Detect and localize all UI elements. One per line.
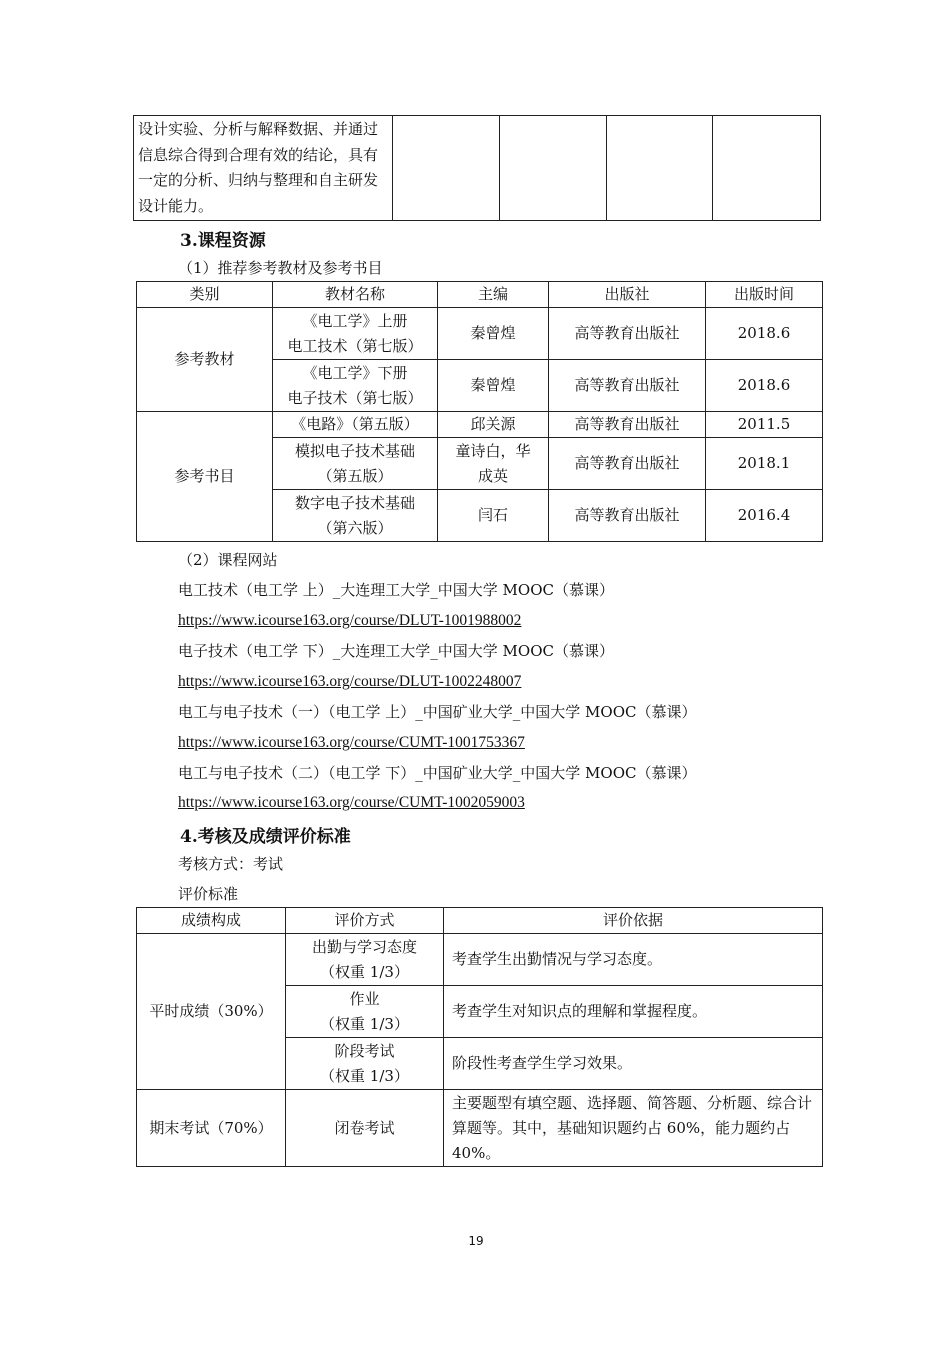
section-3-title: 3.课程资源 — [180, 231, 266, 251]
book-name-line: （第五版） — [317, 466, 393, 485]
section-4-title: 4.考核及成绩评价标准 — [180, 827, 351, 847]
course-link[interactable]: https://www.icourse163.org/course/CUMT-1001753367 — [178, 734, 525, 751]
course-title: 电工与电子技术（二）（电工学 下）_中国矿业大学_中国大学 MOOC（慕课） — [178, 764, 697, 782]
book-editor: 邱关源 — [438, 412, 549, 438]
table-row — [137, 934, 823, 986]
book-name-line: 电工技术（第七版） — [287, 336, 423, 355]
book-publisher: 高等教育出版社 — [549, 490, 706, 542]
course-link[interactable]: https://www.icourse163.org/course/CUMT-1002059003 — [178, 794, 525, 811]
eval-method — [286, 986, 444, 1038]
book-name-line: （第六版） — [317, 518, 393, 537]
outcome-text: 设计实验、分析与解释数据、并通过信息综合得到合理有效的结论，具有一定的分析、归纳与整理和自主研发设计能力。 — [134, 116, 393, 221]
course-link[interactable]: https://www.icourse163.org/course/DLUT-1002248007 — [178, 673, 522, 690]
header-method: 评价方式 — [286, 908, 444, 934]
book-name-line: 《电工学》上册 — [302, 311, 408, 330]
group-reference-books: 参考书目 — [137, 412, 273, 542]
header-basis: 评价依据 — [444, 908, 823, 934]
book-editor: 秦曾煌 — [438, 360, 549, 412]
page-number: 19 — [468, 1234, 484, 1248]
empty-cell — [713, 116, 821, 221]
method-line: 作业 — [349, 989, 380, 1008]
course-title: 电工技术（电工学 上）_大连理工大学_中国大学 MOOC（慕课） — [178, 581, 614, 599]
eval-method — [286, 1038, 444, 1090]
book-date: 2018.6 — [706, 360, 823, 412]
eval-method: 闭卷考试 — [286, 1090, 444, 1167]
eval-basis: 阶段性考查学生学习效果。 — [444, 1038, 823, 1090]
header-editor: 主编 — [438, 282, 549, 308]
method-line: 出勤与学习态度 — [311, 937, 417, 956]
eval-basis: 考查学生出勤情况与学习态度。 — [444, 934, 823, 986]
empty-cell — [500, 116, 607, 221]
textbook-table — [136, 281, 823, 542]
course-title: 电工与电子技术（一）（电工学 上）_中国矿业大学_中国大学 MOOC（慕课） — [178, 703, 697, 721]
weight-line: （权重 1/3） — [320, 962, 409, 981]
book-name: 《电路》（第五版） — [273, 412, 438, 438]
weight-line: （权重 1/3） — [320, 1066, 409, 1085]
header-category: 类别 — [137, 282, 273, 308]
book-publisher: 高等教育出版社 — [549, 308, 706, 360]
book-date: 2018.6 — [706, 308, 823, 360]
assessment-method: 考核方式：考试 — [178, 855, 284, 873]
book-editor: 秦曾煌 — [438, 308, 549, 360]
book-name-line: 模拟电子技术基础 — [294, 441, 415, 460]
empty-cell — [393, 116, 500, 221]
book-name-line: 数字电子技术基础 — [294, 493, 415, 512]
book-date: 2011.5 — [706, 412, 823, 438]
table-row — [137, 412, 823, 438]
book-publisher: 高等教育出版社 — [549, 412, 706, 438]
group-textbooks: 参考教材 — [137, 308, 273, 412]
eval-basis: 考查学生对知识点的理解和掌握程度。 — [444, 986, 823, 1038]
outcome-table — [133, 115, 821, 221]
book-name — [273, 360, 438, 412]
book-date: 2016.4 — [706, 490, 823, 542]
criteria-label: 评价标准 — [178, 885, 239, 903]
eval-method — [286, 934, 444, 986]
eval-basis: 主要题型有填空题、选择题、简答题、分析题、综合计算题等。其中，基础知识题约占 60%，能力题约占 40%。 — [444, 1090, 823, 1167]
book-editor: 闫石 — [438, 490, 549, 542]
table-row — [137, 308, 823, 360]
book-name — [273, 490, 438, 542]
editor-line: 成英 — [477, 466, 508, 485]
final-score: 期末考试（70%） — [137, 1090, 286, 1167]
editor-line: 童诗白，华 — [455, 441, 531, 460]
course-title: 电子技术（电工学 下）_大连理工大学_中国大学 MOOC（慕课） — [178, 642, 614, 660]
book-publisher: 高等教育出版社 — [549, 438, 706, 490]
header-composition: 成绩构成 — [137, 908, 286, 934]
book-name-line: 《电工学》下册 — [302, 363, 408, 382]
subheading-textbooks: （1）推荐参考教材及参考书目 — [178, 259, 383, 277]
subheading-websites: （2）课程网站 — [178, 551, 278, 569]
book-editor — [438, 438, 549, 490]
book-publisher: 高等教育出版社 — [549, 360, 706, 412]
evaluation-table — [136, 907, 823, 1167]
header-date: 出版时间 — [706, 282, 823, 308]
table-row — [137, 1090, 823, 1167]
book-name — [273, 308, 438, 360]
regular-score: 平时成绩（30%） — [137, 934, 286, 1090]
course-link[interactable]: https://www.icourse163.org/course/DLUT-1001988002 — [178, 612, 522, 629]
header-publisher: 出版社 — [549, 282, 706, 308]
book-name — [273, 438, 438, 490]
empty-cell — [607, 116, 713, 221]
book-name-line: 电子技术（第七版） — [287, 388, 423, 407]
table-header-row — [137, 282, 823, 308]
table-header-row — [137, 908, 823, 934]
method-line: 阶段考试 — [334, 1041, 395, 1060]
header-book-name: 教材名称 — [273, 282, 438, 308]
book-date: 2018.1 — [706, 438, 823, 490]
weight-line: （权重 1/3） — [320, 1014, 409, 1033]
